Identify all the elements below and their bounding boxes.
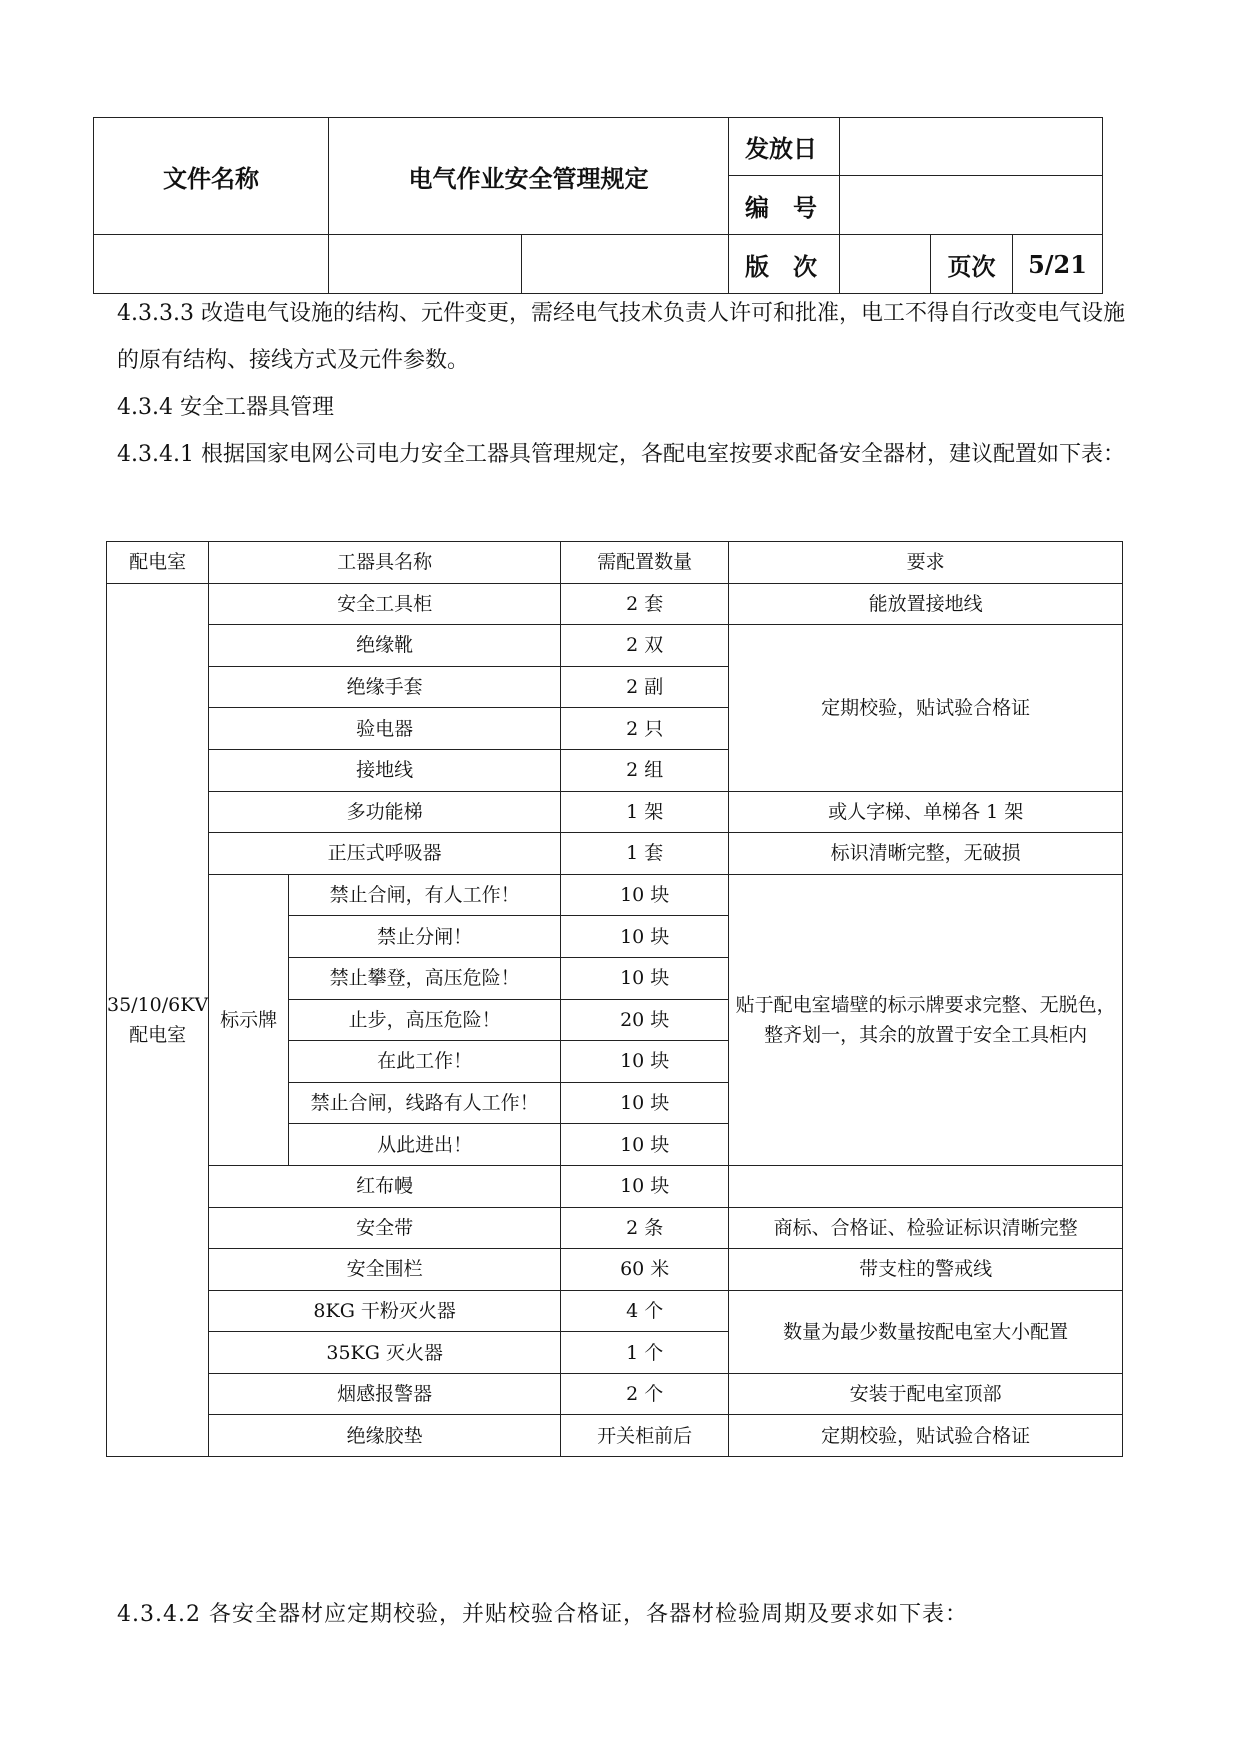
col-header-room: 配电室 xyxy=(107,542,209,584)
item-qty: 10 块 xyxy=(561,916,729,958)
table-row xyxy=(107,874,1123,916)
item-name: 正压式呼吸器 xyxy=(209,833,561,875)
item-name: 从此进出！ xyxy=(289,1124,561,1166)
item-name: 禁止分闸！ xyxy=(289,916,561,958)
table-row xyxy=(107,1373,1123,1415)
item-req: 定期校验，贴试验合格证 xyxy=(729,625,1123,791)
doc-name-value: 电气作业安全管理规定 xyxy=(329,118,729,235)
table-row xyxy=(107,625,1123,667)
item-qty: 20 块 xyxy=(561,999,729,1041)
item-qty: 2 只 xyxy=(561,708,729,750)
paragraph-4-3-4-1: 4.3.4.1 根据国家电网公司电力安全工器具管理规定，各配电室按要求配备安全器材，建议配置如下表： xyxy=(117,442,1125,467)
item-name: 绝缘手套 xyxy=(209,666,561,708)
page-value: 5/21 xyxy=(1013,235,1103,294)
item-qty: 2 条 xyxy=(561,1207,729,1249)
item-req: 贴于配电室墙壁的标示牌要求完整、无脱色，整齐划一，其余的放置于安全工具柜内 xyxy=(729,874,1123,1165)
room-cell: 35/10/6KV 配电室 xyxy=(107,583,209,1456)
item-name: 安全工具柜 xyxy=(209,583,561,625)
item-name: 止步，高压危险！ xyxy=(289,999,561,1041)
item-name: 烟感报警器 xyxy=(209,1373,561,1415)
item-qty: 1 套 xyxy=(561,833,729,875)
item-qty: 2 个 xyxy=(561,1373,729,1415)
header-blank-cell xyxy=(329,235,522,294)
item-qty: 4 个 xyxy=(561,1290,729,1332)
safety-equipment-table xyxy=(106,541,1123,1457)
item-name: 禁止合闸，有人工作！ xyxy=(289,874,561,916)
item-qty: 10 块 xyxy=(561,957,729,999)
col-header-qty: 需配置数量 xyxy=(561,542,729,584)
item-req: 商标、合格证、检验证标识清晰完整 xyxy=(729,1207,1123,1249)
item-qty: 10 块 xyxy=(561,1124,729,1166)
item-name: 8KG 干粉灭火器 xyxy=(209,1290,561,1332)
document-header xyxy=(93,117,1103,294)
item-qty: 2 双 xyxy=(561,625,729,667)
item-req: 带支柱的警戒线 xyxy=(729,1249,1123,1291)
item-name: 35KG 灭火器 xyxy=(209,1332,561,1374)
header-blank-cell xyxy=(94,235,329,294)
header-blank-cell xyxy=(522,235,729,294)
table-row xyxy=(107,583,1123,625)
version-value xyxy=(840,235,931,294)
item-qty: 10 块 xyxy=(561,1041,729,1083)
paragraph-4-3-4: 4.3.4 安全工器具管理 xyxy=(117,395,334,420)
table-row xyxy=(107,1249,1123,1291)
col-header-name: 工器具名称 xyxy=(209,542,561,584)
issue-date-label: 发放日 xyxy=(729,118,840,176)
item-qty: 60 米 xyxy=(561,1249,729,1291)
item-qty: 2 套 xyxy=(561,583,729,625)
item-qty: 1 个 xyxy=(561,1332,729,1374)
item-name: 在此工作！ xyxy=(289,1041,561,1083)
table-row xyxy=(107,1165,1123,1207)
item-qty: 10 块 xyxy=(561,1082,729,1124)
issue-date-value xyxy=(840,118,1103,176)
item-req xyxy=(729,1165,1123,1207)
paragraph-4-3-4-2: 4.3.4.2 各安全器材应定期校验，并贴校验合格证，各器材检验周期及要求如下表： xyxy=(117,1602,968,1627)
table-header-row xyxy=(107,542,1123,584)
item-req: 或人字梯、单梯各 1 架 xyxy=(729,791,1123,833)
paragraph-4-3-3-3: 4.3.3.3 改造电气设施的结构、元件变更，需经电气技术负责人许可和批准，电工不得自行改变电气设施的原有结构、接线方式及元件参数。 xyxy=(117,301,1125,373)
item-name: 验电器 xyxy=(209,708,561,750)
table-row xyxy=(107,1415,1123,1457)
col-header-req: 要求 xyxy=(729,542,1123,584)
sign-group-cell: 标示牌 xyxy=(209,874,289,1165)
item-qty: 10 块 xyxy=(561,874,729,916)
item-qty: 开关柜前后 xyxy=(561,1415,729,1457)
item-name: 红布幔 xyxy=(209,1165,561,1207)
item-name: 绝缘靴 xyxy=(209,625,561,667)
table-row xyxy=(107,833,1123,875)
item-req: 安装于配电室顶部 xyxy=(729,1373,1123,1415)
item-qty: 2 组 xyxy=(561,749,729,791)
item-name: 禁止合闸，线路有人工作！ xyxy=(289,1082,561,1124)
item-req: 数量为最少数量按配电室大小配置 xyxy=(729,1290,1123,1373)
doc-name-label: 文件名称 xyxy=(94,118,329,235)
page-label: 页次 xyxy=(931,235,1013,294)
item-req: 定期校验，贴试验合格证 xyxy=(729,1415,1123,1457)
item-name: 接地线 xyxy=(209,749,561,791)
item-name: 安全带 xyxy=(209,1207,561,1249)
item-req: 标识清晰完整，无破损 xyxy=(729,833,1123,875)
table-row xyxy=(107,1207,1123,1249)
table-row xyxy=(107,1290,1123,1332)
item-name: 绝缘胶垫 xyxy=(209,1415,561,1457)
item-name: 禁止攀登，高压危险！ xyxy=(289,957,561,999)
item-name: 多功能梯 xyxy=(209,791,561,833)
item-req: 能放置接地线 xyxy=(729,583,1123,625)
number-value xyxy=(840,176,1103,235)
version-label: 版 次 xyxy=(729,235,840,294)
item-qty: 10 块 xyxy=(561,1165,729,1207)
number-label: 编 号 xyxy=(729,176,840,235)
table-row xyxy=(107,791,1123,833)
item-qty: 2 副 xyxy=(561,666,729,708)
item-qty: 1 架 xyxy=(561,791,729,833)
item-name: 安全围栏 xyxy=(209,1249,561,1291)
